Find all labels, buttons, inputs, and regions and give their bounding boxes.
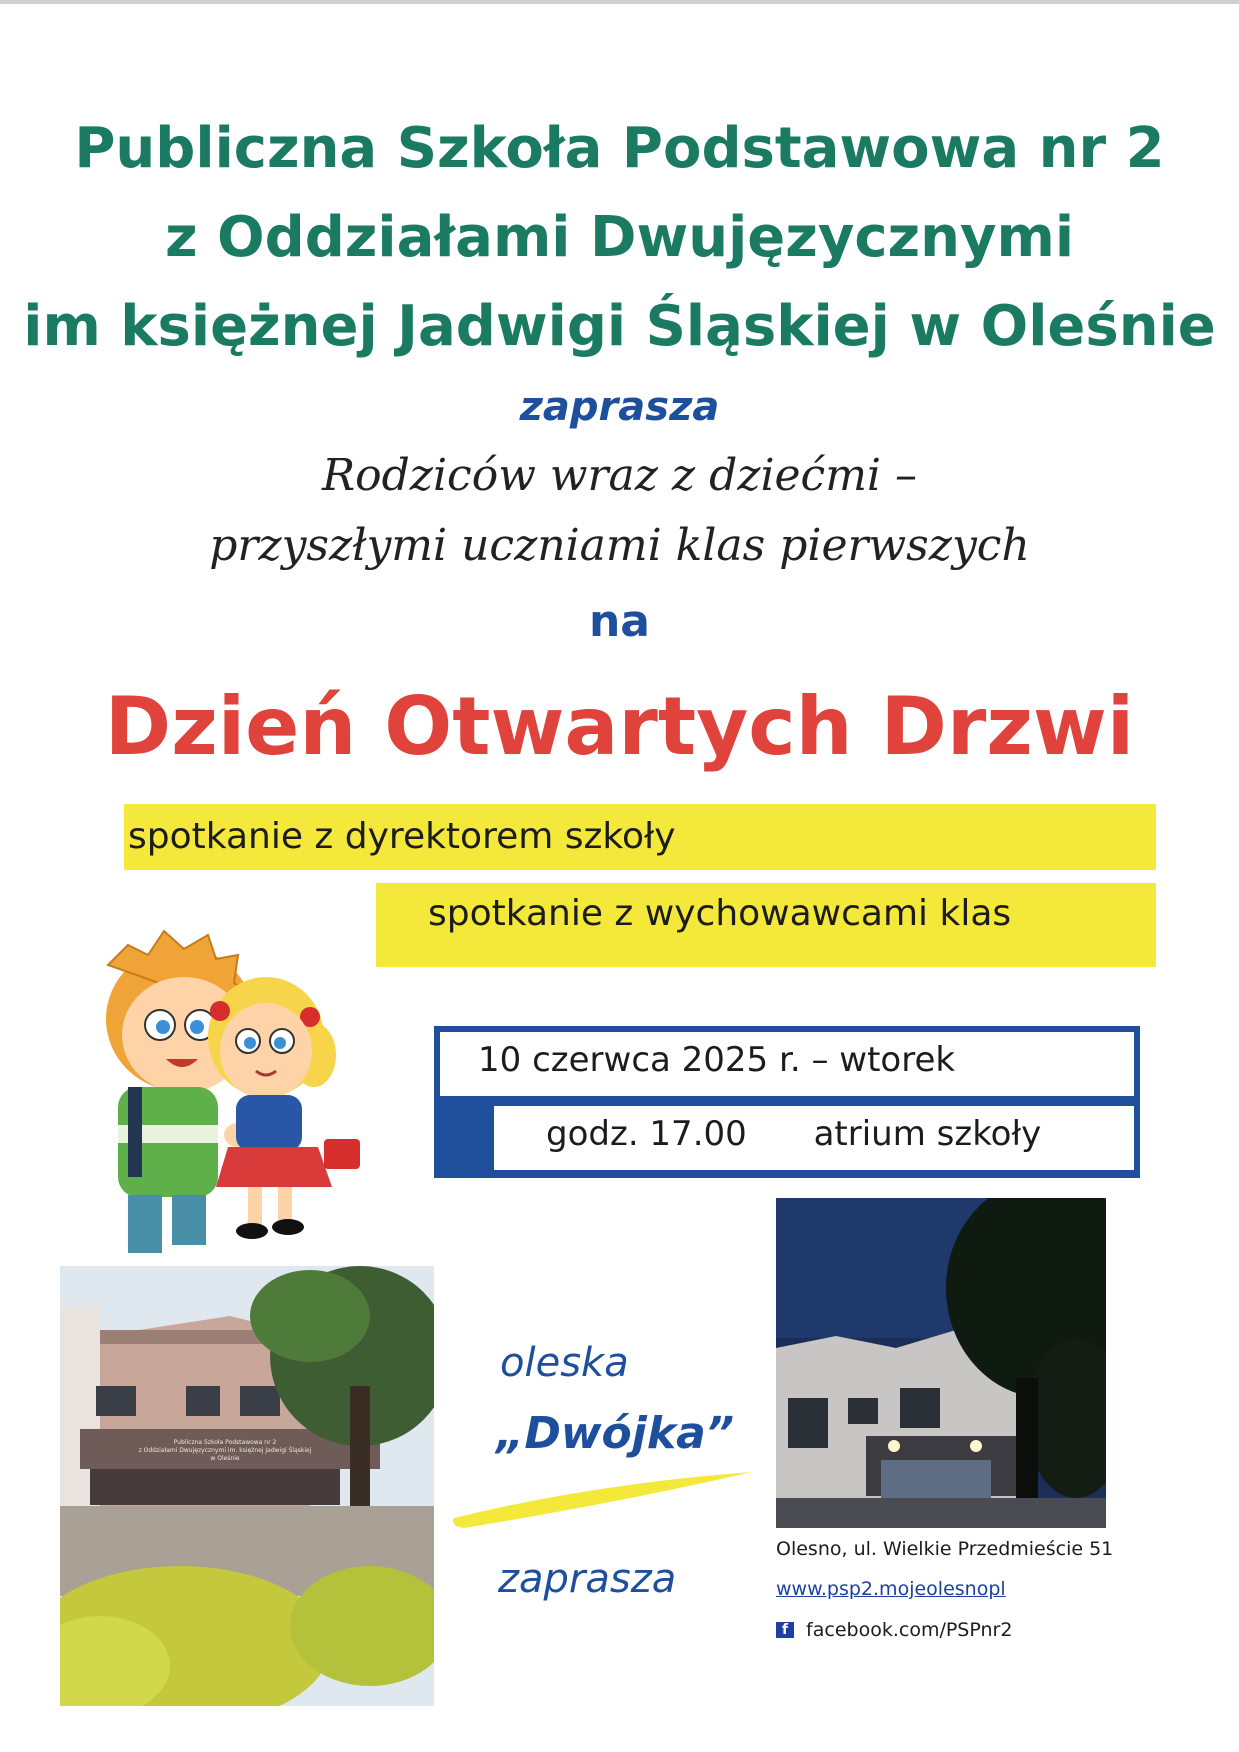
school-building-day-photo [60,1266,434,1706]
yellow-swoosh [452,1466,756,1532]
highlight-text-teachers: spotkanie z wychowawcami klas [428,893,1012,934]
sign-line-2: z Oddziałami Dwujęzycznymi im. księżnej Jadwigi Śląskiej [138,1447,312,1454]
website-link[interactable]: www.psp2.mojeolesnopl [776,1578,1006,1600]
sign-line-3: w Oleśnie [210,1455,240,1462]
event-time: godz. 17.00 [546,1114,747,1154]
invite-preposition: na [588,596,650,647]
slogan-line-2: „Dwójka” [496,1408,735,1459]
children-illustration [88,925,418,1265]
event-date: 10 czerwca 2025 r. – wtorek [478,1040,956,1080]
scan-top-edge [0,0,1239,4]
slogan-line-1: oleska [500,1340,629,1386]
school-name-line-1: Publiczna Szkoła Podstawowa nr 2 [74,116,1165,181]
highlight-bar-teachers [376,883,1156,967]
highlight-text-director: spotkanie z dyrektorem szkoły [128,816,676,857]
girl-figure [208,977,360,1239]
facebook-text: facebook.com/PSPnr2 [806,1618,1013,1641]
boy-figure [106,931,254,1253]
invite-verb: zaprasza [519,384,720,430]
sign-line-1: Publiczna Szkoła Podstawowa nr 2 [173,1439,277,1446]
school-name-line-3: im księżnej Jadwigi Śląskiej w Oleśnie [23,294,1216,359]
time-place-box [494,1106,1134,1170]
school-building-night-photo [776,1198,1106,1528]
school-name-line-2: z Oddziałami Dwujęzycznymi [164,205,1075,270]
facebook-icon: f [776,1622,794,1638]
audience-line-2: przyszłymi uczniami klas pierwszych [209,520,1030,571]
facebook-link[interactable] [776,1618,1012,1641]
slogan-line-3: zaprasza [498,1556,677,1602]
school-address: Olesno, ul. Wielkie Przedmieście 51 [776,1538,1114,1560]
event-title: Dzień Otwartych Drzwi [104,680,1135,773]
audience-line-1: Rodziców wraz z dziećmi – [322,450,917,501]
highlight-bar-director [124,804,1156,870]
event-place: atrium szkoły [813,1114,1042,1154]
date-box [440,1032,1134,1096]
